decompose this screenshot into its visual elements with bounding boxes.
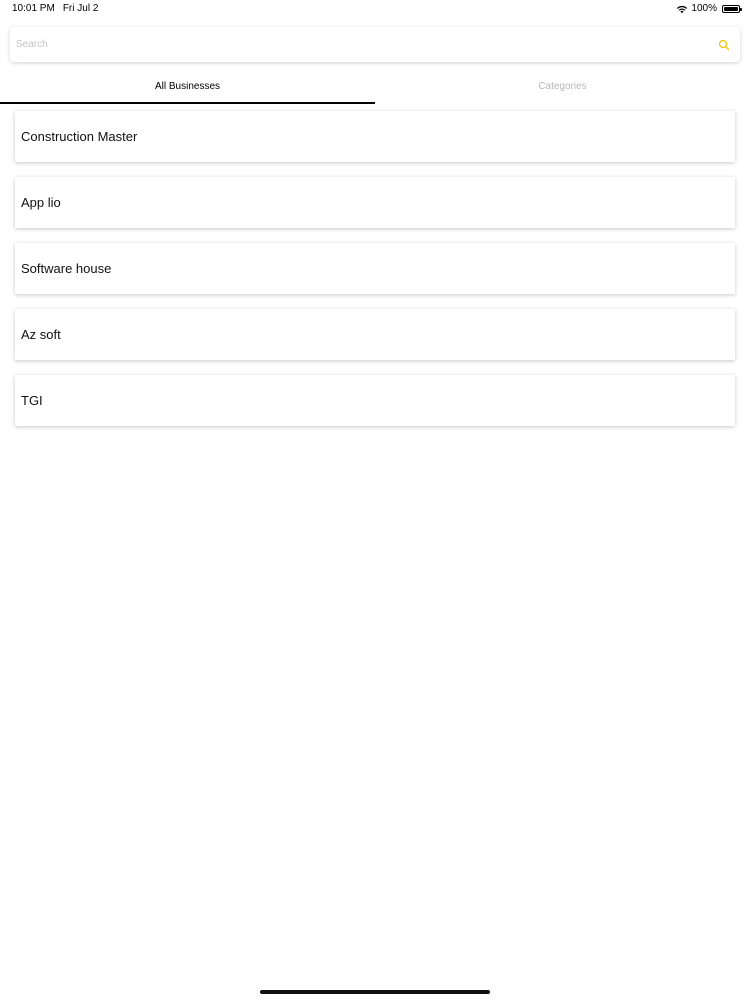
business-item[interactable]: [15, 177, 735, 228]
business-item[interactable]: [15, 243, 735, 294]
status-left: [12, 3, 98, 14]
battery-percent: 100%: [691, 3, 717, 14]
active-tab-indicator: [0, 102, 375, 104]
search-icon-handle: [726, 47, 729, 50]
status-time: 10:01 PM: [12, 3, 55, 14]
business-name: App lio: [21, 195, 61, 210]
search-input[interactable]: [16, 27, 706, 62]
wifi-icon: [676, 4, 688, 14]
business-name: Software house: [21, 261, 112, 276]
business-list: [15, 111, 735, 441]
tab-all-businesses[interactable]: All Businesses: [154, 81, 221, 92]
status-right: [676, 3, 740, 14]
business-name: Construction Master: [21, 129, 138, 144]
battery-icon: [722, 5, 740, 13]
home-indicator[interactable]: [260, 990, 490, 994]
tab-bar: [0, 72, 750, 104]
status-bar: [0, 0, 750, 18]
business-name: Az soft: [21, 327, 61, 342]
tab-categories[interactable]: Categories: [538, 81, 587, 92]
status-date: Fri Jul 2: [62, 3, 99, 14]
business-name: TGI: [21, 393, 43, 408]
business-item[interactable]: [15, 111, 735, 162]
battery-fill: [724, 7, 738, 11]
search-bar: [10, 27, 740, 62]
business-item[interactable]: [15, 375, 735, 426]
business-item[interactable]: [15, 309, 735, 360]
search-icon[interactable]: [718, 39, 730, 51]
